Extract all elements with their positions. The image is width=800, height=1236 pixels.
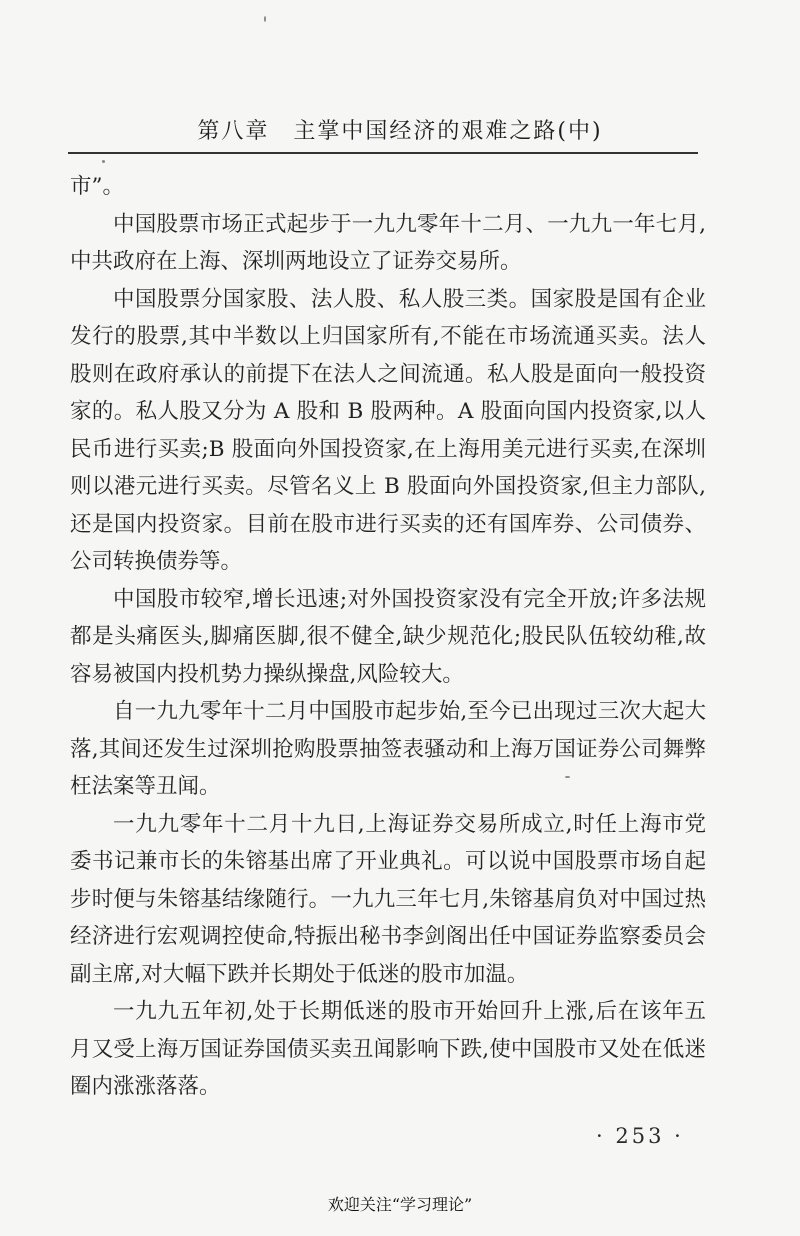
paragraph: 中国股票市场正式起步于一九九零年十二月、一九九一年七月,中共政府在上海、深圳两地设立了证券交易所。 (70, 211, 706, 274)
paragraph-continuation: 市”。 (70, 174, 124, 199)
paragraph: 一九九零年十二月十九日,上海证券交易所成立,时任上海市党委书记兼市长的朱镕基出席了开业典礼。可以说中国股票市场自起步时便与朱镕基结缘随行。一九九三年七月,朱镕基肩负对中国过热经济进行宏观调控使命,特振出秘书李剑阁出任中国证券监察委员会副主席,对大幅下跌并长期处于低迷的股市加温。 (70, 811, 706, 987)
body-text (70, 168, 706, 1106)
page-number: · 253 · (596, 1124, 684, 1148)
scan-speck (102, 160, 105, 163)
running-head-title: 第八章 主掌中国经济的艰难之路(中) (197, 119, 603, 144)
footer-note: 欢迎关注“学习理论” (327, 1195, 473, 1214)
paragraph: 自一九九零年十二月中国股市起步始,至今已出现过三次大起大落,其间还发生过深圳抢购股票抽签表骚动和上海万国证券公司舞弊枉法案等丑闻。 (70, 699, 706, 799)
header-rule (68, 152, 698, 154)
scan-speck (565, 776, 570, 778)
paragraph: 一九九五年初,处于长期低迷的股市开始回升上涨,后在该年五月又受上海万国证券国债买卖丑闻影响下跌,使中国股市又处在低迷圈内涨涨落落。 (70, 999, 706, 1099)
paragraph: 中国股市较窄,增长迅速;对外国投资家没有完全开放;许多法规都是头痛医头,脚痛医脚,很不健全,缺少规范化;股民队伍较幼稚,故容易被国内投机势力操纵操盘,风险较大。 (70, 586, 706, 687)
paragraph: 中国股票分国家股、法人股、私人股三类。国家股是国有企业发行的股票,其中半数以上归国家所有,不能在市场流通买卖。法人股则在政府承认的前提下在法人之间流通。私人股是面向一般投资家的。私人股又分为 A 股和 B 股两种。A 股面向国内投资家,以人民币进行买卖;B 股面向外国投资家,在上海用美元进行买卖,在深圳则以港元进行买卖。尽管名义上 B 股面向外国投资家,但主力部队,还是国内投资家。目前在股市进行买卖的还有国库券、公司债券、公司转换债券等。 (70, 286, 706, 574)
scan-speck (264, 16, 266, 22)
